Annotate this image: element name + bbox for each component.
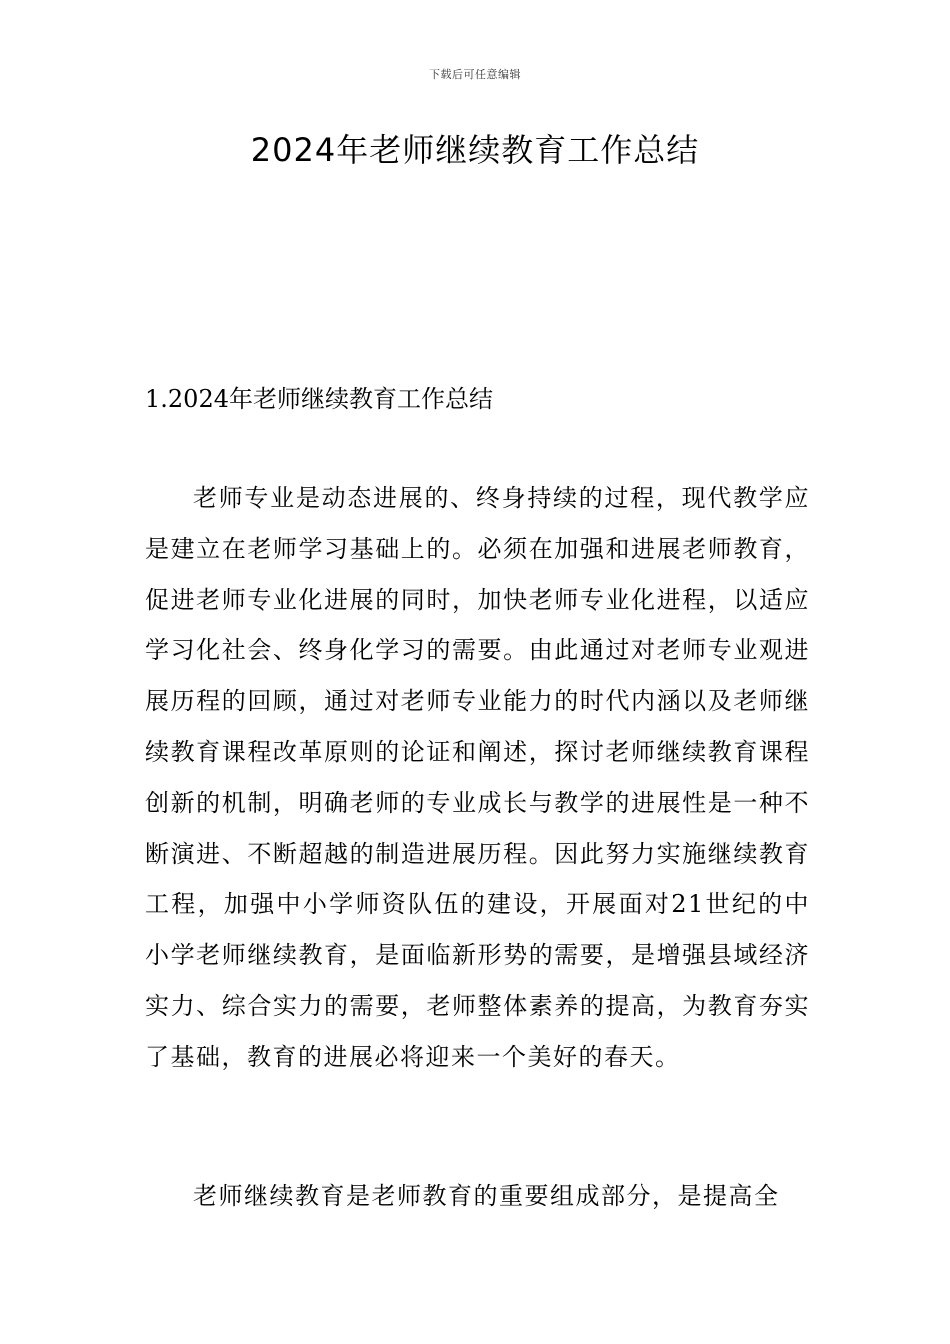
body-paragraph-2: 老师继续教育是老师教育的重要组成部分，是提高全 — [193, 1182, 780, 1210]
body-paragraph-1: 老师专业是动态进展的、终身持续的过程，现代教学应是建立在老师学习基础上的。必须在加强和进展老师教育，促进老师专业化进展的同时，加快老师专业化进程，以适应学习化社会、终身化学习的需要。由此通过对老师专业观进展历程的回顾，通过对老师专业能力的时代内涵以及老师继续教育课程改革原则的论证和阐述，探讨老师继续教育课程创新的机制，明确老师的专业成长与教学的进展性是一种不断演进、不断超越的制造进展历程。因此努力实施继续教育工程，加强中小学师资队伍的建设，开展面对21世纪的中小学老师继续教育，是面临新形势的需要，是增强县域经济实力、综合实力的需要，老师整体素养的提高，为教育夯实了基础，教育的进展必将迎来一个美好的春天。 — [145, 484, 810, 1071]
header-note: 下载后可任意编辑 — [429, 68, 521, 81]
document-title: 2024年老师继续教育工作总结 — [250, 131, 700, 169]
section-heading: 1.2024年老师继续教育工作总结 — [145, 385, 493, 413]
